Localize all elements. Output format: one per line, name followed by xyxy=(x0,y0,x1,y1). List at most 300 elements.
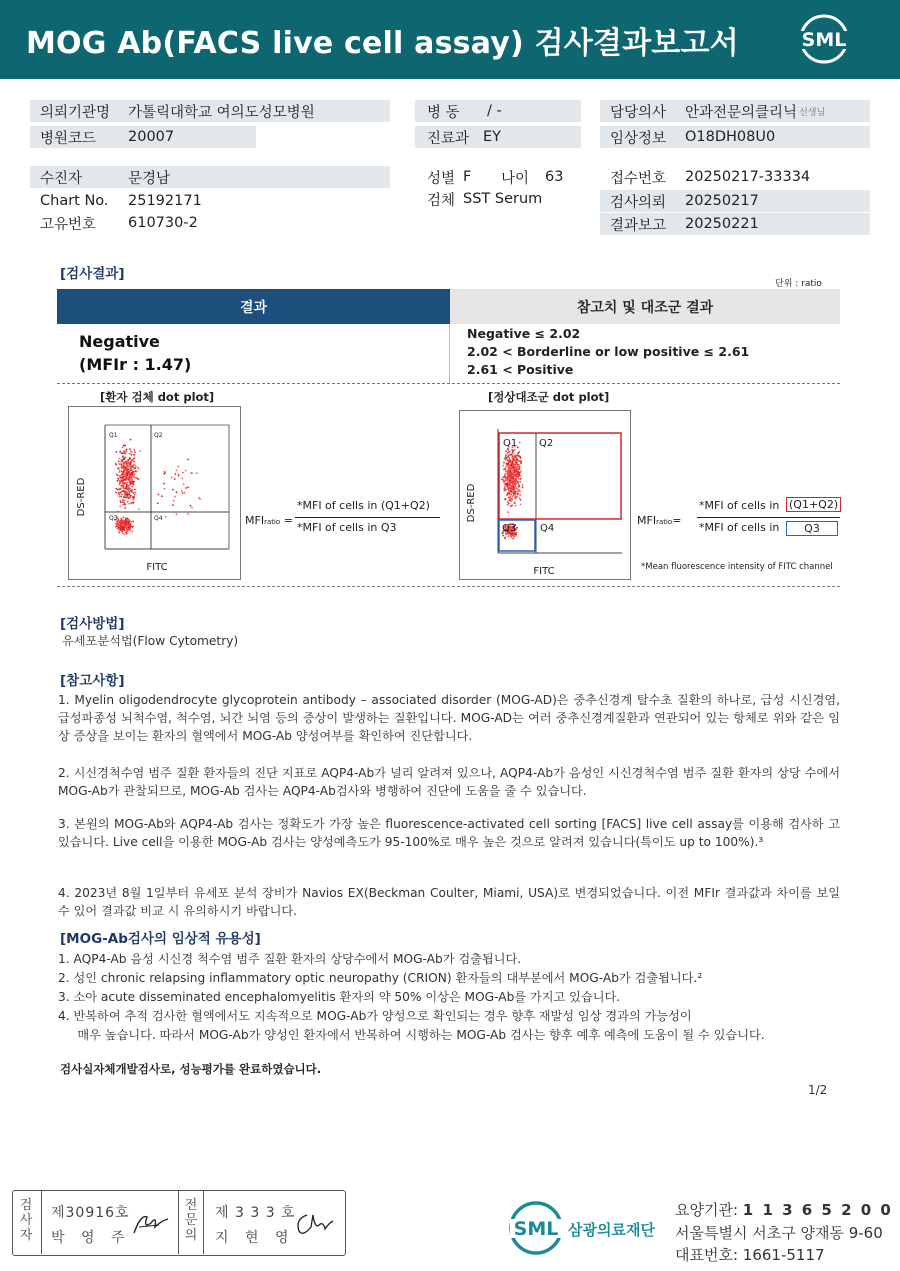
scatter-dot xyxy=(120,461,122,463)
scatter-dot xyxy=(134,470,136,472)
receipt-row xyxy=(600,166,870,188)
scatter-dot xyxy=(130,490,132,492)
scatter-dot xyxy=(123,502,125,504)
scatter-dot xyxy=(515,457,517,459)
age-value: 63 xyxy=(545,169,564,185)
scatter-dot xyxy=(121,494,123,496)
scatter-dot xyxy=(176,513,178,515)
scatter-dot xyxy=(124,445,126,447)
scatter-dot xyxy=(516,460,518,462)
institution-row xyxy=(30,100,390,122)
scatter-dot xyxy=(518,486,520,488)
scatter-dot xyxy=(513,457,515,459)
scatter-dot xyxy=(512,461,514,463)
scatter-dot xyxy=(174,478,176,480)
ward-row xyxy=(415,100,581,122)
scatter-dot xyxy=(118,460,120,462)
scatter-dot xyxy=(119,458,121,460)
scatter-dot xyxy=(133,449,135,451)
scatter-dot xyxy=(118,519,120,521)
scatter-dot xyxy=(121,452,123,454)
scatter-dot xyxy=(522,487,524,489)
scatter-dot xyxy=(115,464,117,466)
scatter-dot xyxy=(503,462,505,464)
scatter-dot xyxy=(176,470,178,472)
scatter-dot xyxy=(509,480,511,482)
scatter-dot xyxy=(119,469,121,471)
scatter-dot xyxy=(125,518,127,520)
scatter-dot xyxy=(129,478,131,480)
scatter-dot xyxy=(130,483,132,485)
scatter-dot xyxy=(508,476,510,478)
scatter-dot xyxy=(514,486,516,488)
scatter-dot xyxy=(504,486,506,488)
scatter-dot xyxy=(123,496,125,498)
scatter-dot xyxy=(121,518,123,520)
scatter-dot xyxy=(129,530,131,532)
scatter-dot xyxy=(516,455,518,457)
scatter-dot xyxy=(515,470,517,472)
scatter-dot xyxy=(126,451,128,453)
request-row xyxy=(600,190,870,212)
svg-text:Q2: Q2 xyxy=(539,438,554,449)
scatter-dot xyxy=(510,488,512,490)
scatter-dot xyxy=(133,474,135,476)
clinical-label: 임상정보 xyxy=(610,130,667,147)
scatter-dot xyxy=(130,521,132,523)
scatter-dot xyxy=(165,516,167,518)
specialist-signature-icon xyxy=(293,1209,335,1239)
scatter-dot xyxy=(132,471,134,473)
scatter-dot xyxy=(509,454,511,456)
svg-text:Q4: Q4 xyxy=(540,523,555,534)
scatter-dot xyxy=(129,481,131,483)
scatter-dot xyxy=(518,482,520,484)
scatter-dot xyxy=(129,453,131,455)
scatter-dot xyxy=(514,479,516,481)
svg-text:SML: SML xyxy=(513,1218,559,1240)
scatter-dot xyxy=(504,473,506,475)
scatter-dot xyxy=(137,467,139,469)
patient-formula-denominator: *MFI of cells in Q3 xyxy=(297,521,397,534)
scatter-dot xyxy=(509,468,511,470)
svg-text:Q1: Q1 xyxy=(109,432,118,439)
scatter-dot xyxy=(122,524,124,526)
receipt-label: 접수번호 xyxy=(610,170,667,187)
scatter-dot xyxy=(122,520,124,522)
scatter-dot xyxy=(198,497,200,499)
scatter-dot xyxy=(117,489,119,491)
scatter-dot xyxy=(511,454,513,456)
scatter-dot xyxy=(519,494,521,496)
scatter-dot xyxy=(517,464,519,466)
scatter-dot xyxy=(119,496,121,498)
control-plot-title: [정상대조군 dot plot] xyxy=(488,390,610,404)
svg-text:DS-RED: DS-RED xyxy=(466,483,477,523)
request-value: 20250217 xyxy=(685,193,759,209)
ward-value: / - xyxy=(487,103,502,119)
scatter-dot xyxy=(119,494,121,496)
scatter-dot xyxy=(514,460,516,462)
scatter-dot xyxy=(508,457,510,459)
scatter-dot xyxy=(515,505,517,507)
scatter-dot xyxy=(127,474,129,476)
utility-item-1: 1. AQP4-Ab 음성 시신경 척수염 범주 질환 환자의 상당수에서 MOG-Ab가 검출됩니다. xyxy=(58,952,522,966)
scatter-dot xyxy=(163,488,165,490)
scatter-dot xyxy=(183,483,185,485)
sign-divider-1 xyxy=(41,1191,42,1254)
scatter-dot xyxy=(133,496,135,498)
svg-text:FITC: FITC xyxy=(533,566,555,577)
dept-row xyxy=(415,126,581,148)
scatter-dot xyxy=(514,449,516,451)
patient-formula-numerator: *MFI of cells in (Q1+Q2) xyxy=(297,499,430,512)
hospital-code-value: 20007 xyxy=(128,129,175,145)
scatter-dot xyxy=(512,451,514,453)
results-section-title: [검사결과] xyxy=(60,266,125,282)
scatter-dot xyxy=(118,532,120,534)
scatter-dot xyxy=(513,535,515,537)
scatter-dot xyxy=(128,462,130,464)
scatter-dot xyxy=(121,490,123,492)
scatter-dot xyxy=(508,465,510,467)
id-label: 고유번호 xyxy=(40,216,97,233)
scatter-dot xyxy=(509,461,511,463)
sml-logo-icon xyxy=(793,13,855,65)
sml-foundation-logo-icon xyxy=(508,1200,668,1256)
scatter-dot xyxy=(161,495,163,497)
page-number: 1/2 xyxy=(808,1083,828,1097)
utility-section-title: [MOG-Ab검사의 임상적 유용성] xyxy=(60,931,261,947)
results-divider xyxy=(57,383,840,384)
scatter-dot xyxy=(502,476,504,478)
chart-label: Chart No. xyxy=(40,193,109,209)
scatter-dot xyxy=(121,473,123,475)
footer-logo xyxy=(508,1200,668,1260)
sex-label: 성별 xyxy=(427,170,456,187)
scatter-dot xyxy=(516,468,518,470)
scatter-dot xyxy=(510,485,512,487)
scatter-dot xyxy=(514,463,516,465)
scatter-dot xyxy=(508,489,510,491)
hospital-code-row xyxy=(30,126,256,148)
scatter-dot xyxy=(123,490,125,492)
scatter-dot xyxy=(172,489,174,491)
scatter-dot xyxy=(182,492,184,494)
scatter-dot xyxy=(519,481,521,483)
svg-text:Q3: Q3 xyxy=(109,515,118,522)
scatter-dot xyxy=(132,469,134,471)
scatter-dot xyxy=(181,490,183,492)
scatter-dot xyxy=(501,478,503,480)
result-mfir: (MFIr : 1.47) xyxy=(79,355,192,374)
scatter-dot xyxy=(187,513,189,515)
scatter-dot xyxy=(126,493,128,495)
scatter-dot xyxy=(511,449,513,451)
scatter-dot xyxy=(515,483,517,485)
utility-item-4: 4. 반복하여 추적 검사한 혈액에서도 지속적으로 MOG-Ab가 양성으로 확인되는 경우 향후 재발성 임상 경과의 가능성이 xyxy=(58,1009,692,1023)
institution-value: 가톨릭대학교 여의도성모병원 xyxy=(128,104,315,121)
scatter-dot xyxy=(191,507,193,509)
scatter-dot xyxy=(504,499,506,501)
scatter-dot xyxy=(506,453,508,455)
scatter-dot xyxy=(174,496,176,498)
scatter-dot xyxy=(178,466,180,468)
svg-text:삼광의료재단: 삼광의료재단 xyxy=(568,1221,655,1239)
scatter-dot xyxy=(507,511,509,513)
scatter-dot xyxy=(118,463,120,465)
signature-box xyxy=(12,1190,346,1256)
scatter-dot xyxy=(518,456,520,458)
receipt-value: 20250217-33334 xyxy=(685,169,811,185)
scatter-dot xyxy=(123,483,125,485)
scatter-dot xyxy=(134,489,136,491)
dept-label: 진료과 xyxy=(427,130,470,147)
doctor-suffix: 선생님 xyxy=(799,107,826,118)
scatter-dot xyxy=(124,452,126,454)
scatter-dot xyxy=(116,451,118,453)
scatter-dot xyxy=(507,467,509,469)
scatter-dot xyxy=(157,502,159,504)
scatter-dot xyxy=(117,475,119,477)
scatter-dot xyxy=(511,473,513,475)
scatter-dot xyxy=(128,494,130,496)
specimen-value: SST Serum xyxy=(463,191,543,207)
institution-label: 의뢰기관명 xyxy=(40,104,111,121)
tester-license: 제30916호 xyxy=(51,1205,130,1221)
scatter-dot xyxy=(132,478,134,480)
scatter-dot xyxy=(163,473,165,475)
scatter-dot xyxy=(185,487,187,489)
scatter-dot xyxy=(128,503,130,505)
svg-text:DS-RED: DS-RED xyxy=(76,477,87,517)
scatter-dot xyxy=(130,476,132,478)
scatter-dot xyxy=(174,473,176,475)
clinical-row xyxy=(600,126,870,148)
scatter-dot xyxy=(132,486,134,488)
report-row xyxy=(600,213,870,235)
scatter-dot xyxy=(509,451,511,453)
scatter-dot xyxy=(117,524,119,526)
svg-text:Q2: Q2 xyxy=(154,432,163,439)
note-item-3: 3. 본원의 MOG-Ab와 AQP4-Ab 검사는 정확도가 가장 높은 fluorescence-activated cell sorting [FACS] live cell assay를 이용해 검사하 고 있습니다. Live cell을 이용한 MOG-Ab 검사는 양성예측도가 95-100%로 매우 높은 것으로 알려져 있습니다(특이도 up to 100%).³ xyxy=(58,817,840,849)
scatter-dot xyxy=(129,448,131,450)
scatter-dot xyxy=(512,482,514,484)
scatter-dot xyxy=(515,487,517,489)
scatter-dot xyxy=(506,487,508,489)
scatter-dot xyxy=(125,467,127,469)
scatter-dot xyxy=(182,472,184,474)
sign-divider-3 xyxy=(203,1191,204,1254)
patient-row xyxy=(30,166,390,188)
phone-number: 대표번호: 1661-5117 xyxy=(675,1246,825,1264)
scatter-dot xyxy=(125,477,127,479)
scatter-dot xyxy=(185,470,187,472)
scatter-dot xyxy=(123,458,125,460)
scatter-dot xyxy=(133,484,135,486)
scatter-dot xyxy=(134,467,136,469)
scatter-dot xyxy=(508,492,510,494)
scatter-dot xyxy=(519,467,521,469)
scatter-dot xyxy=(134,451,136,453)
patient-dot-plot xyxy=(68,406,241,580)
scatter-dot xyxy=(502,465,504,467)
scatter-dot xyxy=(126,486,128,488)
scatter-dot xyxy=(130,467,132,469)
scatter-dot xyxy=(122,459,124,461)
sex-age-row xyxy=(415,166,595,188)
scatter-dot xyxy=(125,526,127,528)
scatter-dot xyxy=(507,482,509,484)
scatter-dot xyxy=(121,521,123,523)
scatter-dot xyxy=(132,521,134,523)
scatter-dot xyxy=(124,507,126,509)
scatter-dot xyxy=(515,466,517,468)
scatter-dot xyxy=(124,504,126,506)
specialist-label: 전 문 의 xyxy=(184,1198,198,1243)
scatter-dot xyxy=(127,501,129,503)
institution-code: 요양기관: 1 1 3 6 5 2 0 0 xyxy=(675,1201,893,1219)
scatter-dot xyxy=(130,497,132,499)
clinical-value: O18DH08U0 xyxy=(685,129,776,145)
patient-plot-title: [환자 검체 dot plot] xyxy=(100,390,215,404)
report-title: MOG Ab(FACS live cell assay) 검사결과보고서 xyxy=(26,26,739,61)
ward-label: 병 동 xyxy=(427,104,460,121)
report-label: 결과보고 xyxy=(610,217,667,234)
scatter-dot xyxy=(131,491,133,493)
notes-section-title: [참고사항] xyxy=(60,673,125,689)
scatter-dot xyxy=(119,489,121,491)
scatter-dot xyxy=(507,474,509,476)
scatter-dot xyxy=(510,473,512,475)
scatter-dot xyxy=(520,504,522,506)
scatter-dot xyxy=(122,486,124,488)
scatter-dot xyxy=(122,480,124,482)
scatter-dot xyxy=(518,489,520,491)
scatter-dot xyxy=(511,497,513,499)
scatter-dot xyxy=(511,499,513,501)
scatter-dot xyxy=(172,504,174,506)
scatter-dot xyxy=(176,491,178,493)
scatter-dot xyxy=(135,492,137,494)
specialist-license: 제 3 3 3 호 xyxy=(215,1205,296,1221)
method-text: 유세포분석법(Flow Cytometry) xyxy=(62,634,239,648)
scatter-dot xyxy=(505,489,507,491)
scatter-dot xyxy=(133,461,135,463)
scatter-dot xyxy=(163,483,165,485)
scatter-dot xyxy=(121,481,123,483)
scatter-dot xyxy=(124,474,126,476)
tester-name: 박 영 주 xyxy=(51,1230,131,1246)
scatter-dot xyxy=(125,479,127,481)
scatter-dot xyxy=(127,472,129,474)
request-label: 검사의뢰 xyxy=(610,194,667,211)
scatter-dot xyxy=(117,478,119,480)
scatter-dot xyxy=(511,464,513,466)
scatter-dot xyxy=(504,480,506,482)
scatter-dot xyxy=(510,505,512,507)
scatter-dot xyxy=(125,489,127,491)
scatter-dot xyxy=(518,451,520,453)
scatter-dot xyxy=(519,491,521,493)
scatter-dot xyxy=(115,492,117,494)
note-item-1: 1. Myelin oligodendrocyte glycoprotein antibody – associated disorder (MOG-AD)은 중추신경계 탈수초 질환의 하나로, 급성 시신경염, 급성파종성 뇌척수염, 척수염, 뇌간 뇌염 등의 증상이 발생하는 질환입니다. MOG-AD는 여러 중추신경계질환과 연관되어 있는 항체로 위와 같은 임상 증상을 보이는 환자의 혈액에서 MOG-Ab 양성여부를 확인하여 진단합니다. xyxy=(58,693,840,743)
scatter-dot xyxy=(120,496,122,498)
scatter-dot xyxy=(123,533,125,535)
scatter-dot xyxy=(514,502,516,504)
scatter-dot xyxy=(126,461,128,463)
specialist-name: 지 현 영 xyxy=(215,1230,295,1246)
scatter-dot xyxy=(135,477,137,479)
scatter-dot xyxy=(187,459,189,461)
scatter-dot xyxy=(127,477,129,479)
scatter-dot xyxy=(505,450,507,452)
scatter-dot xyxy=(124,492,126,494)
scatter-dot xyxy=(190,472,192,474)
patient-formula-line xyxy=(295,517,440,518)
tester-label: 검 사 자 xyxy=(19,1198,33,1243)
plots-divider xyxy=(57,586,840,587)
scatter-dot xyxy=(122,532,124,534)
scatter-dot xyxy=(513,538,515,540)
note-item-4: 4. 2023년 8월 1일부터 유세포 분석 장비가 Navios EX(Beckman Coulter, Miami, USA)로 변경되었습니다. 이전 MFIr 결과값과 차이를 보일 수 있어 결과값 비교 시 유의하시기 바랍니다. xyxy=(58,886,840,918)
scatter-dot xyxy=(509,499,511,501)
scatter-dot xyxy=(119,500,121,502)
scatter-dot xyxy=(128,519,130,521)
doctor-value: 안과전문의클리닉 xyxy=(685,104,798,121)
scatter-dot xyxy=(171,477,173,479)
control-formula-q1q2-box: (Q1+Q2) xyxy=(786,497,841,512)
id-value: 610730-2 xyxy=(128,215,198,231)
scatter-dot xyxy=(118,471,120,473)
scatter-dot xyxy=(505,466,507,468)
scatter-dot xyxy=(517,493,519,495)
scatter-dot xyxy=(118,522,120,524)
scatter-dot xyxy=(125,532,127,534)
age-label: 나이 xyxy=(501,170,530,187)
scatter-dot xyxy=(518,497,520,499)
unit-label: 단위 : ratio xyxy=(775,279,822,289)
dept-value: EY xyxy=(483,129,502,145)
scatter-dot xyxy=(129,464,131,466)
scatter-dot xyxy=(513,492,515,494)
utility-item-2: 2. 성인 chronic relapsing inflammatory optic neuropathy (CRION) 환자들의 대부분에서 MOG-Ab가 검출됩니다.² xyxy=(58,971,703,985)
scatter-dot xyxy=(519,478,521,480)
chart-row xyxy=(30,190,256,212)
scatter-dot xyxy=(511,536,513,538)
scatter-dot xyxy=(120,525,122,527)
scatter-dot xyxy=(115,488,117,490)
scatter-dot xyxy=(131,530,133,532)
scatter-dot xyxy=(514,468,516,470)
control-formula-q3-box: Q3 xyxy=(786,521,838,536)
scatter-dot xyxy=(123,456,125,458)
scatter-dot xyxy=(132,526,134,528)
scatter-dot xyxy=(507,464,509,466)
scatter-dot xyxy=(117,468,119,470)
scatter-dot xyxy=(158,494,160,496)
scatter-dot xyxy=(123,500,125,502)
scatter-dot xyxy=(506,484,508,486)
scatter-dot xyxy=(131,451,133,453)
scatter-dot xyxy=(122,476,124,478)
scatter-dot xyxy=(118,492,120,494)
scatter-dot xyxy=(507,535,509,537)
scatter-dot xyxy=(133,464,135,466)
scatter-dot xyxy=(509,477,511,479)
scatter-dot xyxy=(122,499,124,501)
chart-value: 25192171 xyxy=(128,193,202,209)
